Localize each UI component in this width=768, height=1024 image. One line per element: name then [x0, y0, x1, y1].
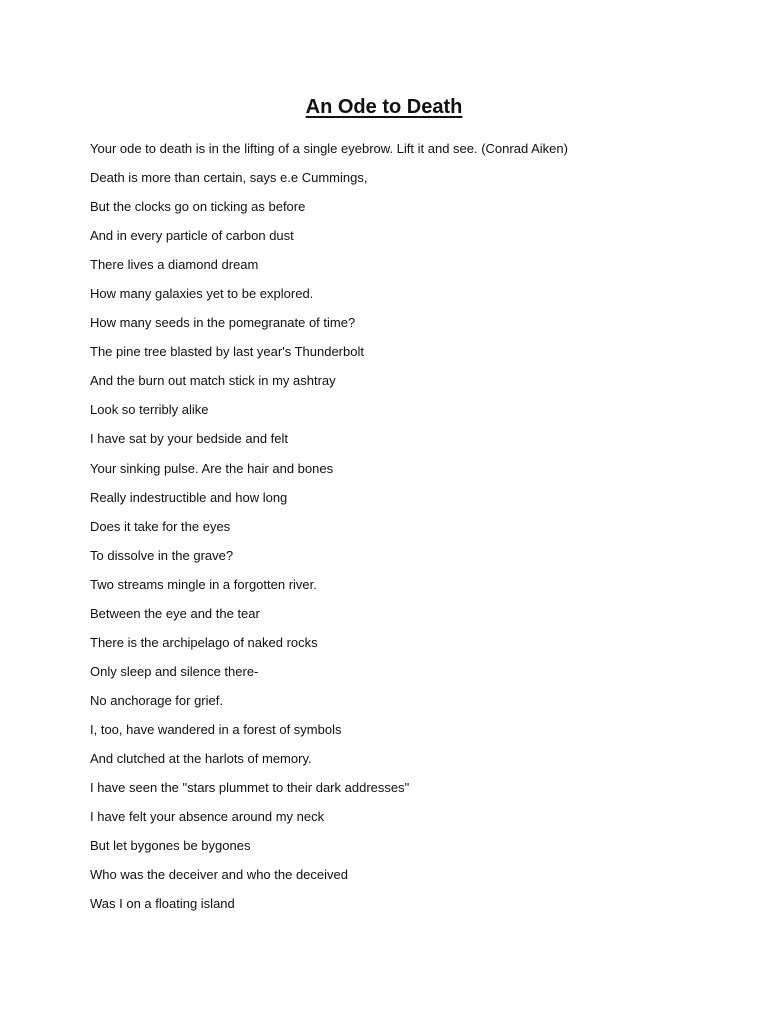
poem-line: Does it take for the eyes [90, 518, 231, 534]
poem-line: I have felt your absence around my neck [90, 809, 325, 825]
poem-line: Was I on a floating island [90, 896, 235, 912]
poem-line: To dissolve in the grave? [90, 547, 234, 563]
poem-line: Your sinking pulse. Are the hair and bones [90, 460, 334, 476]
poem-line: Your ode to death is in the lifting of a single eyebrow. Lift it and see. (Conrad Aiken) [90, 141, 568, 156]
poem-line: How many galaxies yet to be explored. [90, 286, 314, 302]
poem-line: Who was the deceiver and who the deceived [90, 867, 348, 883]
poem-line: And in every particle of carbon dust [90, 228, 294, 244]
poem-line: I have sat by your bedside and felt [90, 431, 289, 447]
poem-line: I, too, have wandered in a forest of symbols [90, 721, 342, 737]
poem-line: But the clocks go on ticking as before [90, 199, 306, 215]
page-title: An Ode to Death [305, 96, 463, 118]
poem-line: No anchorage for grief. [90, 692, 223, 708]
poem-line: The pine tree blasted by last year's Thunderbolt [90, 344, 364, 360]
poem-line: Really indestructible and how long [90, 489, 288, 505]
poem-line: But let bygones be bygones [90, 838, 251, 854]
poem-line: Look so terribly alike [90, 402, 209, 418]
poem-line: Between the eye and the tear [90, 605, 260, 621]
poem-line: Only sleep and silence there- [90, 663, 259, 679]
poem-line: There lives a diamond dream [90, 257, 259, 273]
poem-body [90, 134, 730, 918]
poem-line: And clutched at the harlots of memory. [90, 750, 312, 766]
poem-line: Death is more than certain, says e.e Cummings, [90, 170, 368, 186]
poem-line: I have seen the "stars plummet to their dark addresses" [90, 780, 410, 796]
poem-line: There is the archipelago of naked rocks [90, 634, 318, 650]
poem-line: Two streams mingle in a forgotten river. [90, 576, 317, 592]
poem-line: How many seeds in the pomegranate of time? [90, 315, 356, 331]
poem-line: And the burn out match stick in my ashtray [90, 373, 336, 389]
